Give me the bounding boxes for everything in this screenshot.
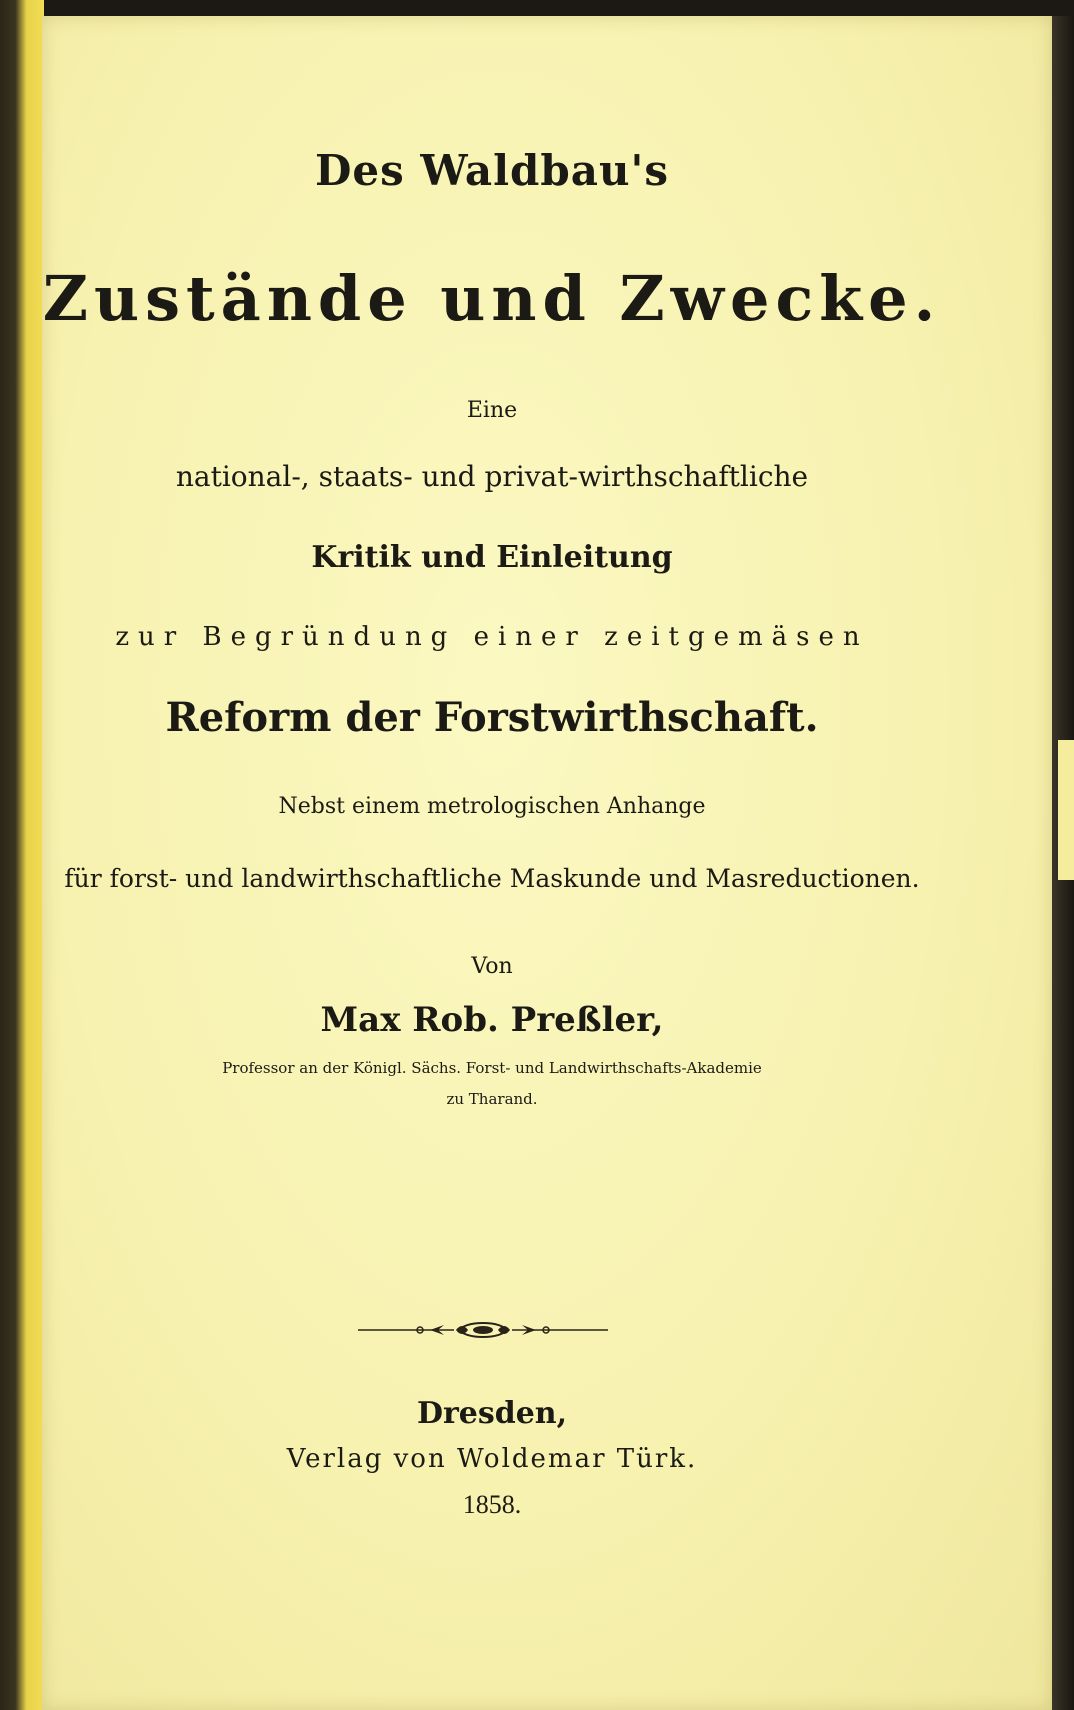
main-title: Zustände und Zwecke. (42, 262, 942, 335)
subtitle-eine: Eine (466, 398, 518, 423)
next-page-edge (1058, 740, 1074, 880)
author-title: Professor an der Königl. Sächs. Forst- und Landwirthschafts-Akademie (222, 1059, 762, 1077)
subtitle-begruendung: zur Begründung einer zeitgemäsen (115, 622, 869, 652)
subtitle-economics: national-, staats- und privat-wirthschaftliche (175, 460, 809, 493)
appendix-line-2: für forst- und landwirthschaftliche Maskunde und Masreductionen. (64, 864, 920, 893)
by-label: Von (471, 954, 513, 979)
author-name: Max Rob. Preßler, (320, 1000, 664, 1040)
subtitle-kritik: Kritik und Einleitung (311, 540, 673, 575)
book-cover-edge (0, 0, 44, 1710)
author-location: zu Tharand. (446, 1090, 538, 1108)
subtitle-reform: Reform der Forstwirthschaft. (165, 694, 819, 741)
publication-year: 1858. (462, 1490, 522, 1519)
title-line-1: Des Waldbau's (314, 146, 670, 195)
publisher: Verlag von Woldemar Türk. (286, 1444, 698, 1474)
ornamental-divider-icon (358, 1318, 608, 1342)
appendix-line-1: Nebst einem metrologischen Anhange (278, 794, 706, 819)
place-of-publication: Dresden, (416, 1396, 568, 1431)
